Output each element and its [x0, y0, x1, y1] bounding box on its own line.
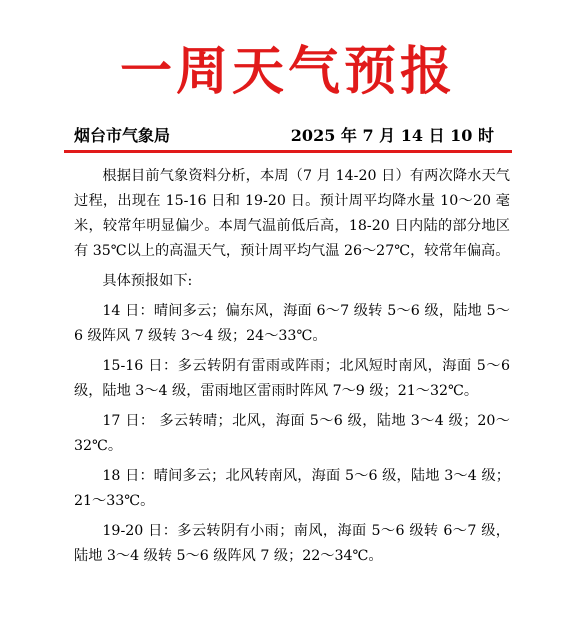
page-title: 一周天气预报 [119, 41, 456, 102]
forecast-day-15-16: 15-16 日：多云转阴有雷雨或阵雨；北风短时南风，海面 5～6 级，陆地 3～4 级，雷雨地区雷雨时阵风 7～9 级；21～32℃。 [74, 358, 510, 399]
issue-date: 2025 年 7 月 14 日 10 时 [290, 126, 494, 145]
forecast-day-18: 18 日：晴间多云；北风转南风，海面 5～6 级，陆地 3～4 级；21～33℃。 [74, 468, 510, 509]
forecast-day-19-20: 19-20 日：多云转阴有小雨；南风，海面 5～6 级转 6～7 级，陆地 3～4 级转 5～6 级阵风 7 级；22～34℃。 [74, 523, 510, 564]
forecast-body [74, 164, 510, 574]
forecast-day-14: 14 日：晴间多云；偏东风，海面 6～7 级转 5～6 级，陆地 5～6 级阵风 7 级转 3～4 级；24～33℃。 [74, 303, 510, 344]
header-meta [74, 125, 494, 147]
summary-paragraph: 根据目前气象资料分析，本周（7 月 14-20 日）有两次降水天气过程，出现在 15-16 日和 19-20 日。预计周平均降水量 10～20 毫米，较常年明显偏少。本周气温前低后高，18-20 日内陆的部分地区有 35℃以上的高温天气，预计周平均气温 26～27℃，较常年偏高。 [74, 168, 510, 259]
forecast-intro: 具体预报如下: [102, 273, 193, 289]
forecast-day-17: 17 日： 多云转晴；北风，海面 5～6 级，陆地 3～4 级；20～32℃。 [74, 413, 510, 454]
issuer-label: 烟台市气象局 [74, 126, 171, 145]
header-divider [64, 150, 512, 153]
